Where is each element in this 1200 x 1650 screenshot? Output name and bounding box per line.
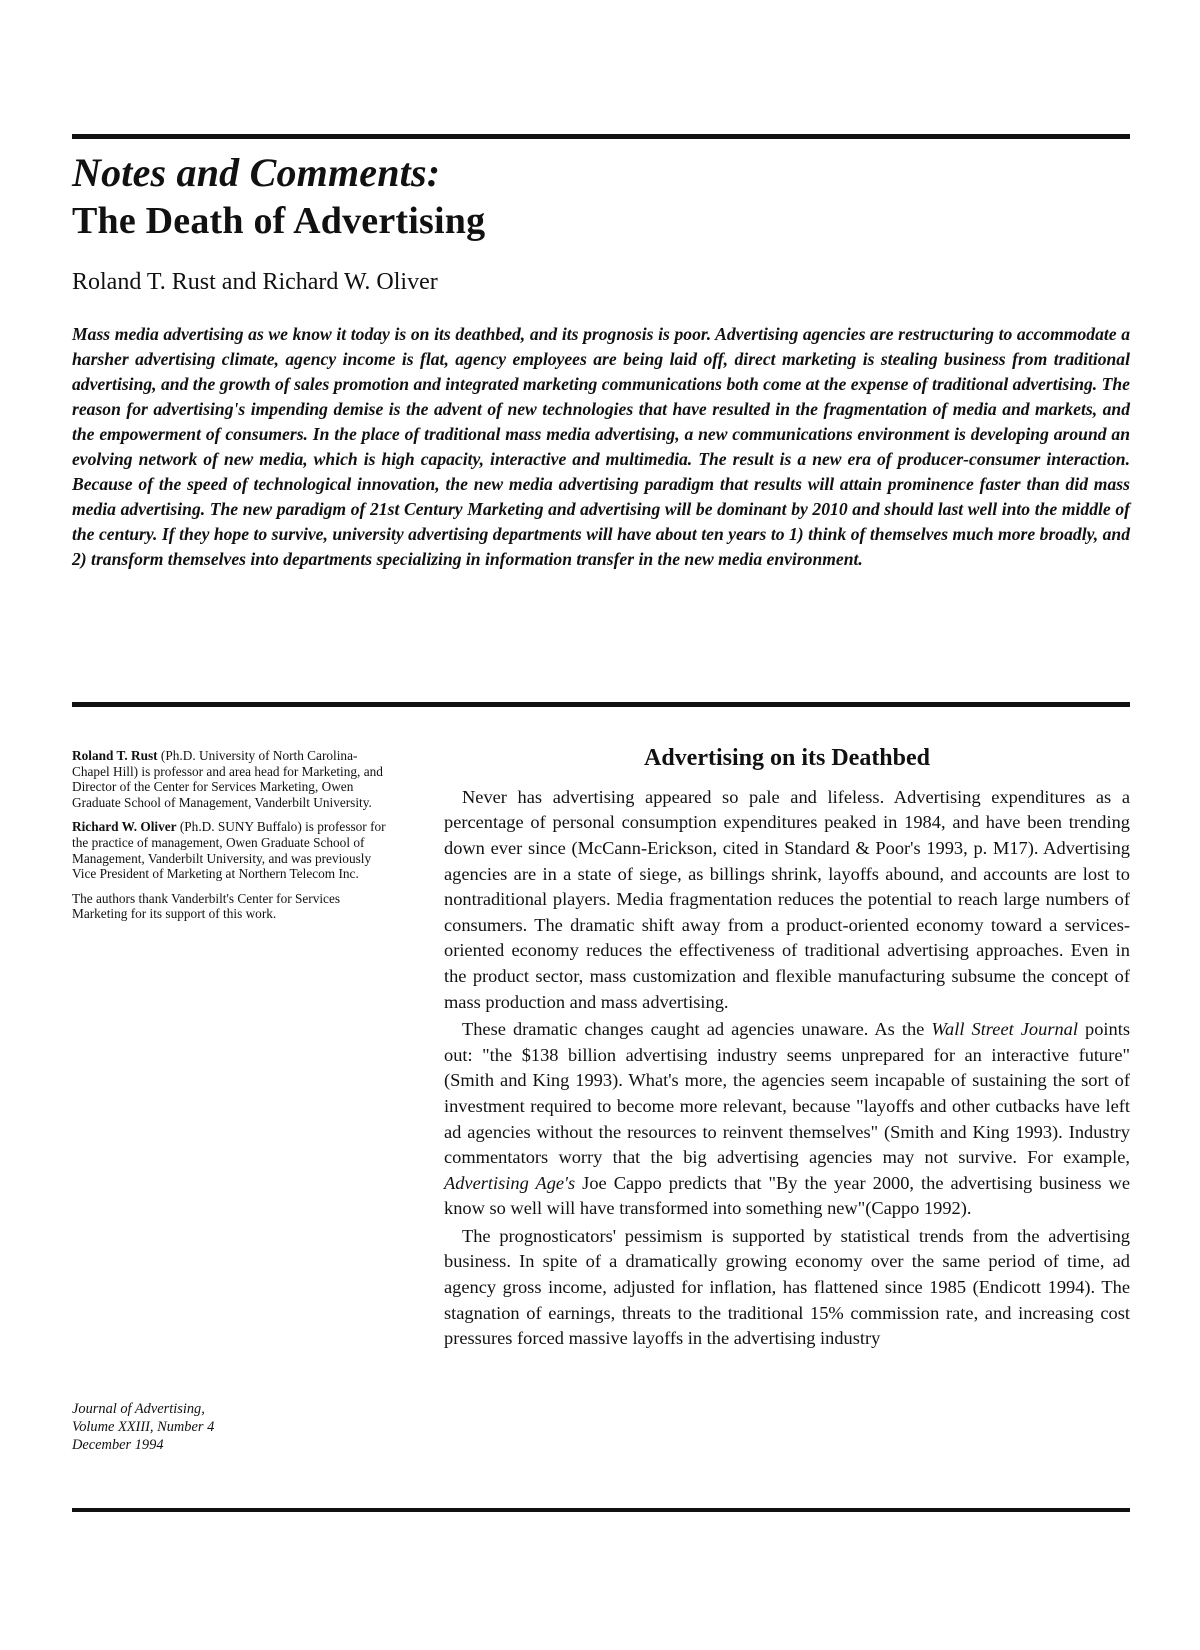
author-bio-name: Richard W. Oliver — [72, 819, 177, 835]
body-paragraph-2 — [444, 1017, 1130, 1222]
author-bio-rust — [72, 748, 390, 810]
author-bio-name: Roland T. Rust — [72, 748, 158, 763]
bottom-rule — [72, 1508, 1130, 1512]
journal-date: December 1994 — [72, 1437, 164, 1453]
section-label: Notes and Comments: — [72, 150, 441, 195]
top-rule — [72, 134, 1130, 139]
body-paragraph-3: The prognosticators' pessimism is supported by statistical trends from the advertising business. In spite of a dramatically growing economy over the same period of time, ad agency gross income, adjusted for inflation, has flattened since 1985 (Endicott 1994). The stagnation of earnings, threats to the traditional 15% commission rate, and increasing cost pressures forced massive layoffs in the advertising industry — [444, 1225, 1130, 1349]
article-title: The Death of Advertising — [72, 200, 486, 242]
publication-title: Wall Street Journal — [931, 1019, 1078, 1040]
publication-title: Advertising Age's — [444, 1172, 576, 1193]
author-names: Roland T. Rust and Richard W. Oliver — [72, 269, 438, 295]
author-bio-text: (Ph.D. University of North Carolina-Chapel Hill) is professor and area head for Marketing, and Director of the Center for Services Marketing, Owen Graduate School of Management, Vanderbilt University. — [72, 748, 383, 810]
abstract-divider-rule — [72, 702, 1130, 707]
paragraph-text: Joe Cappo predicts that "By the year 2000, the advertising business we know so well will have transformed into something new"(Cappo 1992). — [444, 1172, 1130, 1219]
acknowledgment: The authors thank Vanderbilt's Center for Services Marketing for its support of this work. — [72, 890, 341, 922]
author-notes — [72, 748, 390, 931]
paragraph-text: These dramatic changes caught ad agencies unaware. As the — [462, 1019, 932, 1040]
author-bio-text: (Ph.D. SUNY Buffalo) is professor for the practice of management, Owen Graduate School of Management, Vanderbilt University, and was previously Vice President of Marketing at Northern Telecom Inc. — [72, 819, 386, 882]
body-paragraph-1: Never has advertising appeared so pale and lifeless. Advertising expenditures as a percentage of personal consumption expenditures peaked in 1984, and have been trending down ever since (McCann-Erickson, cited in Standard & Poor's 1993, p. M17). Advertising agencies are in a state of siege, as billings shrink, layoffs abound, and accounts are lost to nontraditional players. Media fragmentation reduces the potential to reach large numbers of consumers. The dramatic shift away from a product-oriented economy toward a services-oriented economy reduces the effectiveness of traditional advertising approaches. Even in the product sector, mass customization and flexible manufacturing subsume the concept of mass production and mass advertising. — [444, 786, 1130, 1012]
abstract: Mass media advertising as we know it today is on its deathbed, and its prognosis is poor. Advertising agencies are restructuring to accommodate a harsher advertising climate, agency income is flat, agency employees are being laid off, direct marketing is stealing business from traditional advertising, and the growth of sales promotion and integrated marketing communications both come at the expense of traditional advertising. The reason for advertising's impending demise is the advent of new technologies that have resulted in the fragmentation of media and markets, and the empowerment of consumers. In the place of traditional mass media advertising, a new communications environment is developing around an evolving network of new media, which is high capacity, interactive and multimedia. The result is a new era of producer-consumer interaction. Because of the speed of technological innovation, the new media advertising paradigm that results will attain prominence faster than did mass media advertising. The new paradigm of 21st Century Marketing and advertising will be dominant by 2010 and should last well into the middle of the century. If they hope to survive, university advertising departments will have about ten years to 1) think of themselves much more broadly, and 2) transform themselves into departments specializing in information transfer in the new media environment. — [72, 324, 1130, 569]
paragraph-text: points out: "the $138 billion advertising industry seems unprepared for an interactive future" (Smith and King 1993). What's more, the agencies seem incapable of sustaining the sort of investment required to become more relevant, because "layoffs and other cutbacks have left ad agencies without the resources to reinvent themselves" (Smith and King 1993). Industry commentators worry that the big advertising agencies may not survive. For example, — [444, 1019, 1130, 1168]
section-heading: Advertising on its Deathbed — [643, 745, 931, 771]
author-bio-oliver — [72, 819, 390, 881]
journal-citation — [72, 1400, 390, 1454]
journal-name: Journal of Advertising, — [72, 1401, 205, 1417]
body-column — [444, 744, 1130, 1352]
journal-volume: Volume XXIII, Number 4 — [72, 1419, 215, 1435]
